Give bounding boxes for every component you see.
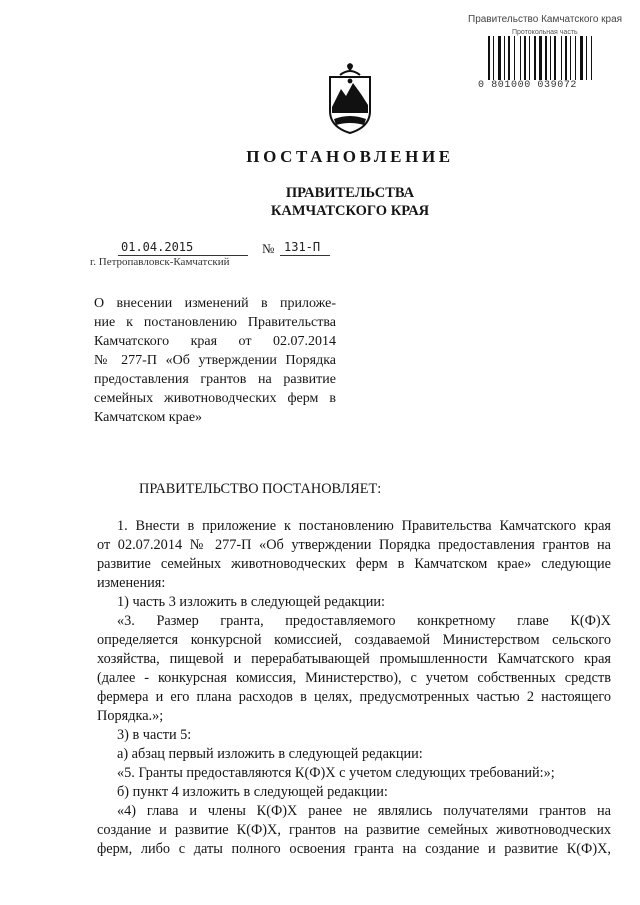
body-line: Порядка.»; (97, 708, 164, 724)
subject-line: Камчатского края от 02.07.2014 (94, 334, 336, 349)
decree-heading: ПРАВИТЕЛЬСТВО ПОСТАНОВЛЯЕТ: (139, 481, 382, 497)
coat-of-arms-icon (326, 63, 374, 135)
number-sign: № (262, 241, 275, 256)
issuer-line-1: ПРАВИТЕЛЬСТВА (285, 185, 415, 201)
document-subject (94, 294, 336, 427)
body-line: от 02.07.2014 № 277-П «Об утверждении Порядка предоставления грантов на (97, 537, 611, 553)
body-line: фермера и его плана расходов в целях, предусмотренных частью 2 настоящего (97, 689, 611, 705)
subject-line: ние к постановлению Правительства (94, 315, 336, 330)
body-line: создание и развитие К(Ф)Х, грантов на развитие семейных животноводческих (97, 822, 611, 838)
document-number: 131-П (284, 240, 321, 254)
subject-line: Камчатском крае» (94, 410, 203, 425)
body-line: изменения: (97, 575, 166, 591)
body-line: «4) глава и члены К(Ф)Х ранее не являлись получателями грантов на (117, 803, 611, 819)
body-line: (далее - конкурсная комиссия, Министерство), с учетом собственных средств (97, 670, 611, 686)
barcode-digits: 0 801000 039072 (478, 80, 578, 91)
subject-line: № 277-П «Об утверждении Порядка (94, 353, 336, 368)
body-line: а) абзац первый изложить в следующей редакции: (117, 746, 423, 762)
body-line: «3. Размер гранта, предоставляемого конкретному главе К(Ф)Х (117, 613, 611, 629)
subject-line: предоставления грантов на развитие (94, 372, 336, 387)
subject-line: О внесении изменений в приложе- (94, 296, 336, 311)
city-line: г. Петропавловск-Камчатский (90, 256, 230, 268)
document-date: 01.04.2015 (121, 240, 194, 254)
document-title: ПОСТАНОВЛЕНИЕ (246, 147, 454, 166)
body-line: «5. Гранты предоставляются К(Ф)Х с учетом следующих требований:»; (117, 765, 555, 781)
document-body (97, 517, 611, 859)
body-line: развитие семейных животноводческих ферм в Камчатском крае» следующие (97, 556, 611, 572)
issuer-line-2: КАМЧАТСКОГО КРАЯ (270, 203, 430, 219)
subject-line: семейных животноводческих ферм в (94, 391, 336, 406)
body-line: 1) часть 3 изложить в следующей редакции: (117, 594, 385, 610)
body-line: определяется конкурсной комиссией, создаваемой Министерством сельского (97, 632, 611, 648)
body-line: ферм, либо с даты полного освоения гранта на создание и развитие К(Ф)Х, (97, 841, 611, 857)
body-line: хозяйства, пищевой и перерабатывающей промышленности Камчатского края (97, 651, 611, 667)
stamp-subtitle: Протокольная часть (512, 29, 578, 36)
body-line: 3) в части 5: (117, 727, 192, 743)
stamp-title: Правительство Камчатского края (468, 14, 623, 25)
barcode-image (487, 36, 623, 82)
body-line: 1. Внести в приложение к постановлению Правительства Камчатского края (117, 518, 611, 534)
number-underline (280, 255, 330, 256)
body-line: б) пункт 4 изложить в следующей редакции: (117, 784, 388, 800)
